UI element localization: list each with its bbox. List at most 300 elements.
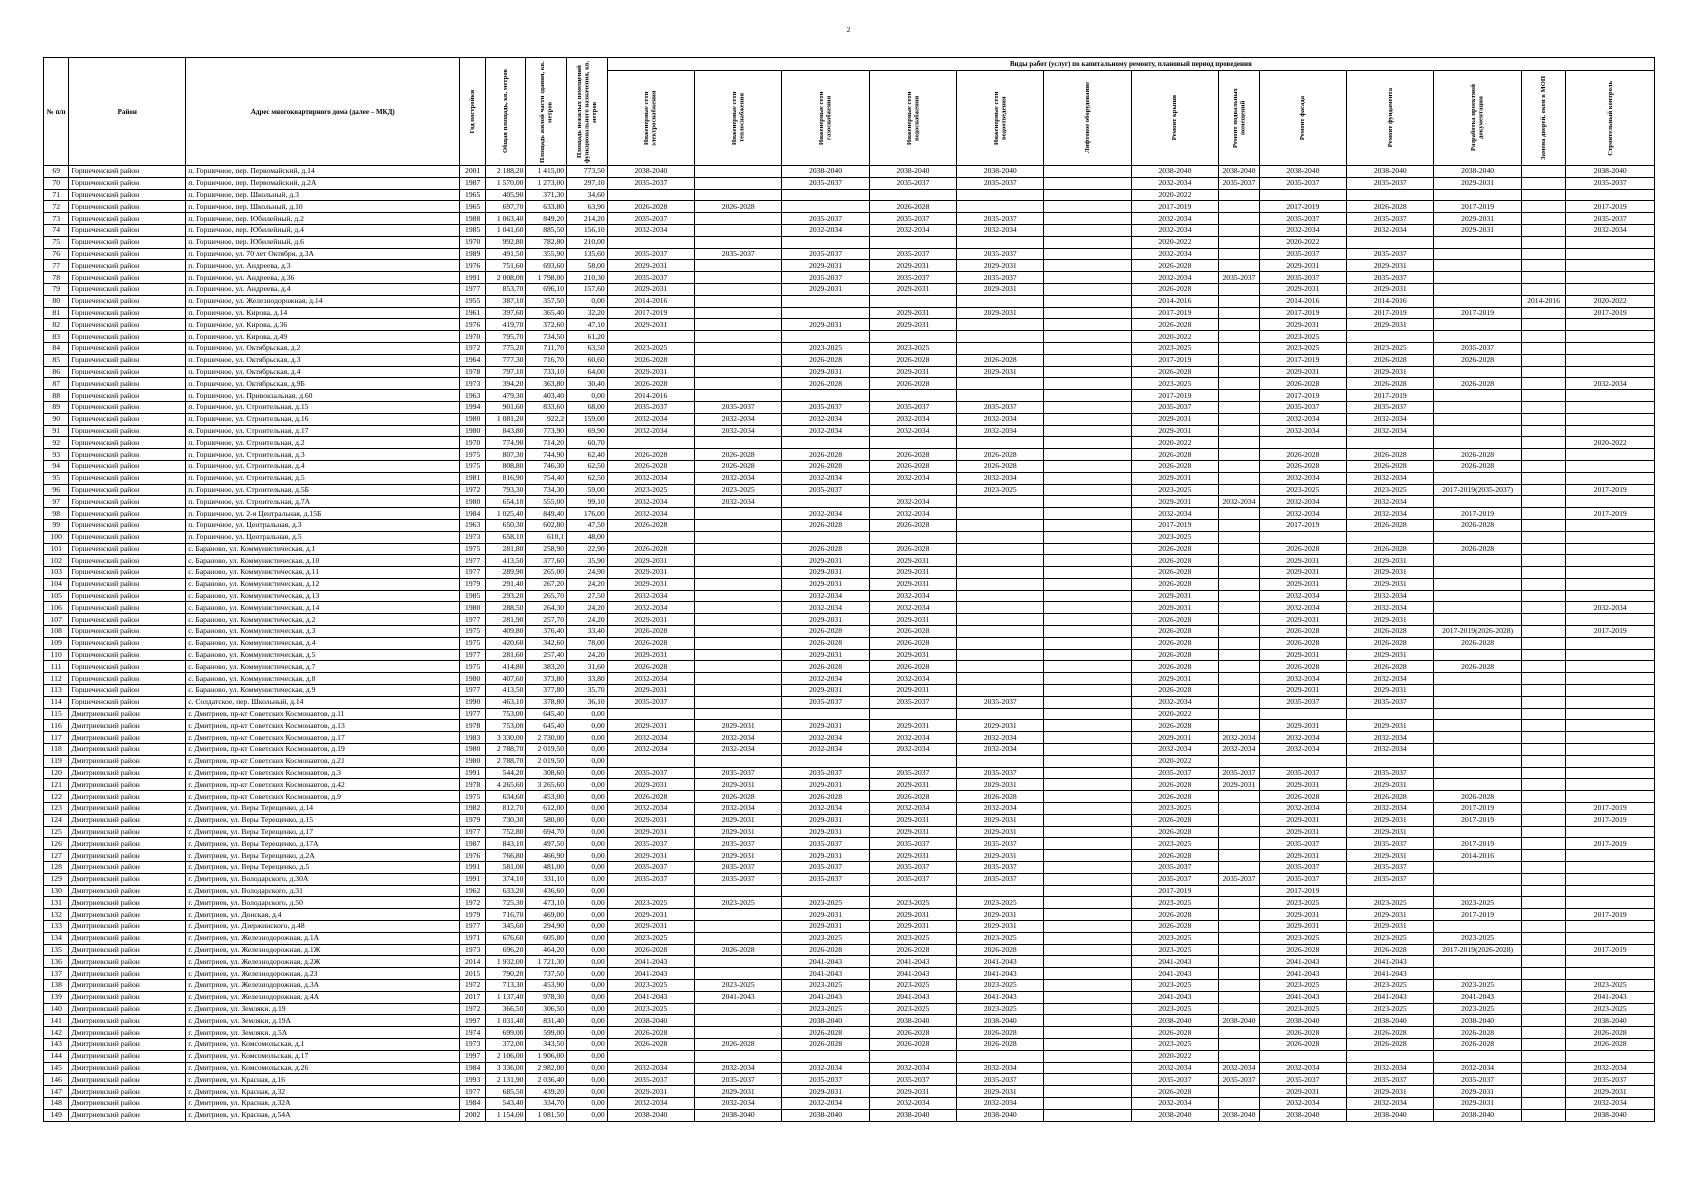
work-period-cell: [1044, 1062, 1131, 1074]
nonres-area-cell: 0,00: [567, 838, 608, 850]
work-period-cell: 2023-2025: [607, 484, 694, 496]
work-period-cell: 2029-2031: [782, 283, 869, 295]
total-area-cell: 281,80: [485, 543, 526, 555]
work-period-cell: 2032-2034: [607, 425, 694, 437]
nonres-area-cell: 35,70: [567, 685, 608, 697]
work-period-cell: [1566, 354, 1655, 366]
total-area-cell: 843,80: [485, 425, 526, 437]
total-area-cell: 730,30: [485, 814, 526, 826]
work-period-cell: 2029-2031: [957, 921, 1044, 933]
table-row: [44, 991, 1655, 1003]
total-area-cell: 3 330,00: [485, 732, 526, 744]
address-cell: г. Дмитриев, ул. Комсомольская, д.1: [186, 1038, 460, 1050]
work-period-cell: 2026-2028: [695, 944, 782, 956]
work-period-cell: 2035-2037: [869, 873, 956, 885]
district-cell: Дмитриевский район: [69, 755, 186, 767]
work-period-cell: [1219, 519, 1260, 531]
row-number: 130: [44, 885, 69, 897]
work-period-cell: [1521, 236, 1566, 248]
living-area-cell: 2 730,00: [526, 732, 567, 744]
work-period-cell: 2026-2028: [782, 944, 869, 956]
table-row: [44, 531, 1655, 543]
total-area-cell: 2 188,20: [485, 166, 526, 178]
work-period-cell: 2032-2034: [782, 732, 869, 744]
year-cell: 1977: [460, 649, 485, 661]
work-period-cell: 2029-2031: [869, 826, 956, 838]
address-cell: п. Горшечное, ул. 2-я Центральная, д.15Б: [186, 508, 460, 520]
year-cell: 2015: [460, 968, 485, 980]
work-period-cell: [1044, 885, 1131, 897]
district-cell: Дмитриевский район: [69, 991, 186, 1003]
work-period-cell: [957, 578, 1044, 590]
year-cell: 1991: [460, 767, 485, 779]
work-period-cell: 2026-2028: [1259, 1027, 1346, 1039]
table-row: [44, 354, 1655, 366]
work-period-cell: 2041-2043: [1434, 991, 1521, 1003]
work-period-cell: [1521, 567, 1566, 579]
work-period-cell: 2032-2034: [695, 1062, 782, 1074]
work-period-cell: [695, 295, 782, 307]
work-period-cell: 2029-2031: [957, 909, 1044, 921]
work-period-cell: [607, 1050, 694, 1062]
work-period-cell: [1219, 378, 1260, 390]
nonres-area-cell: 773,50: [567, 166, 608, 178]
work-period-cell: 2026-2028: [869, 1027, 956, 1039]
work-period-cell: [1566, 873, 1655, 885]
work-period-cell: [869, 708, 956, 720]
living-area-cell: 612,00: [526, 803, 567, 815]
district-cell: Горшеченский район: [69, 496, 186, 508]
year-cell: 1964: [460, 354, 485, 366]
work-period-cell: [869, 295, 956, 307]
nonres-area-cell: 0,00: [567, 968, 608, 980]
work-period-cell: 2035-2037: [1219, 272, 1260, 284]
nonres-area-cell: 0,00: [567, 909, 608, 921]
nonres-area-cell: 0,00: [567, 1074, 608, 1086]
work-period-cell: [1566, 637, 1655, 649]
work-period-cell: 2023-2025: [957, 897, 1044, 909]
work-period-cell: [1434, 248, 1521, 260]
work-period-cell: 2026-2028: [1434, 460, 1521, 472]
row-number: 115: [44, 708, 69, 720]
work-period-cell: 2026-2028: [869, 543, 956, 555]
row-number: 143: [44, 1038, 69, 1050]
work-period-cell: 2026-2028: [1434, 543, 1521, 555]
district-cell: Дмитриевский район: [69, 1086, 186, 1098]
work-period-cell: 2032-2034: [1347, 673, 1434, 685]
work-period-cell: [695, 236, 782, 248]
total-area-cell: 1 025,40: [485, 508, 526, 520]
total-area-cell: 420,60: [485, 637, 526, 649]
row-number: 144: [44, 1050, 69, 1062]
work-period-cell: 2029-2031: [869, 685, 956, 697]
district-cell: Горшеченский район: [69, 543, 186, 555]
work-period-cell: [1566, 543, 1655, 555]
year-cell: 1980: [460, 602, 485, 614]
year-cell: 1977: [460, 555, 485, 567]
total-area-cell: 793,30: [485, 484, 526, 496]
address-cell: г. Дмитриев, ул. Володарского, д.31: [186, 885, 460, 897]
work-period-cell: 2032-2034: [782, 744, 869, 756]
work-period-cell: [695, 508, 782, 520]
work-period-cell: 2038-2040: [1219, 166, 1260, 178]
work-period-cell: 2029-2031: [957, 260, 1044, 272]
district-cell: Горшеченский район: [69, 484, 186, 496]
work-period-cell: [1521, 932, 1566, 944]
work-period-cell: [695, 956, 782, 968]
living-area-cell: 378,80: [526, 696, 567, 708]
work-period-cell: [1044, 177, 1131, 189]
work-period-cell: 2017-2019: [1566, 307, 1655, 319]
district-cell: Дмитриевский район: [69, 791, 186, 803]
work-period-cell: 2029-2031: [869, 319, 956, 331]
total-area-cell: 1 081,20: [485, 413, 526, 425]
work-period-cell: 2029-2031: [1347, 814, 1434, 826]
work-period-cell: 2023-2025: [1259, 932, 1346, 944]
work-period-cell: 2026-2028: [869, 449, 956, 461]
work-period-cell: 2026-2028: [1259, 449, 1346, 461]
row-number: 131: [44, 897, 69, 909]
total-area-cell: 543,40: [485, 1097, 526, 1109]
work-period-cell: 2026-2028: [782, 637, 869, 649]
work-period-cell: 2017-2019: [1434, 803, 1521, 815]
year-cell: 1963: [460, 519, 485, 531]
total-area-cell: 291,40: [485, 578, 526, 590]
work-period-cell: [695, 755, 782, 767]
work-period-cell: [1521, 496, 1566, 508]
work-period-cell: 2023-2025: [957, 484, 1044, 496]
row-number: 101: [44, 543, 69, 555]
total-area-cell: 1 570,00: [485, 177, 526, 189]
district-cell: Дмитриевский район: [69, 1074, 186, 1086]
nonres-area-cell: 0,00: [567, 708, 608, 720]
work-period-cell: [695, 637, 782, 649]
address-cell: п. Горшечное, ул. Андреева, д.4: [186, 283, 460, 295]
year-cell: 1962: [460, 885, 485, 897]
district-cell: Дмитриевский район: [69, 708, 186, 720]
work-period-cell: [1434, 767, 1521, 779]
living-area-cell: 849,20: [526, 213, 567, 225]
table-row: [44, 673, 1655, 685]
total-area-cell: 774,90: [485, 437, 526, 449]
work-period-cell: [1521, 696, 1566, 708]
address-cell: п. Горшечное, ул. Андреева, д.36: [186, 272, 460, 284]
work-period-cell: 2023-2025: [1131, 979, 1218, 991]
work-period-cell: 2029-2031: [869, 720, 956, 732]
work-period-cell: [1521, 744, 1566, 756]
work-period-cell: [1566, 590, 1655, 602]
work-period-cell: 2026-2028: [695, 791, 782, 803]
work-period-cell: 2026-2028: [607, 1027, 694, 1039]
work-period-cell: [1044, 708, 1131, 720]
work-period-cell: [1044, 472, 1131, 484]
row-number: 85: [44, 354, 69, 366]
work-period-cell: 2032-2034: [695, 803, 782, 815]
nonres-area-cell: 27,50: [567, 590, 608, 602]
year-cell: 1977: [460, 614, 485, 626]
living-area-cell: 602,80: [526, 519, 567, 531]
nonres-area-cell: 33,80: [567, 673, 608, 685]
work-period-cell: [1566, 366, 1655, 378]
work-period-cell: [1044, 991, 1131, 1003]
work-period-cell: 2032-2034: [957, 472, 1044, 484]
work-period-cell: 2026-2028: [782, 791, 869, 803]
living-area-cell: 363,80: [526, 378, 567, 390]
work-period-cell: [1566, 260, 1655, 272]
district-cell: Горшеченский район: [69, 213, 186, 225]
work-period-cell: [1434, 413, 1521, 425]
work-period-cell: 2017-2019: [1566, 201, 1655, 213]
work-period-cell: [1521, 555, 1566, 567]
work-period-cell: [695, 932, 782, 944]
work-period-cell: 2026-2028: [957, 1038, 1044, 1050]
work-period-cell: 2032-2034: [957, 425, 1044, 437]
address-cell: г. Дмитриев, пр-кт Советских Космонавтов, д.42: [186, 779, 460, 791]
work-period-cell: [1044, 413, 1131, 425]
work-period-cell: [1521, 791, 1566, 803]
work-period-cell: [1521, 850, 1566, 862]
work-period-cell: [1044, 744, 1131, 756]
work-period-cell: [1434, 826, 1521, 838]
work-period-cell: [1566, 531, 1655, 543]
nonres-area-cell: 0,00: [567, 1097, 608, 1109]
row-number: 146: [44, 1074, 69, 1086]
table-row: [44, 826, 1655, 838]
work-period-cell: 2032-2034: [1259, 803, 1346, 815]
living-area-cell: 737,50: [526, 968, 567, 980]
work-period-cell: 2032-2034: [1347, 590, 1434, 602]
work-period-cell: 2035-2037: [1219, 1074, 1260, 1086]
work-period-cell: [1521, 543, 1566, 555]
work-period-cell: 2032-2034: [1566, 1097, 1655, 1109]
work-period-cell: 2035-2037: [607, 696, 694, 708]
table-row: [44, 850, 1655, 862]
work-period-cell: [1521, 944, 1566, 956]
work-period-cell: 2032-2034: [1259, 472, 1346, 484]
work-period-cell: [1219, 614, 1260, 626]
table-row: [44, 708, 1655, 720]
row-number: 123: [44, 803, 69, 815]
total-area-cell: 397,60: [485, 307, 526, 319]
work-period-cell: [1521, 224, 1566, 236]
year-cell: 1972: [460, 484, 485, 496]
work-period-cell: 2023-2025: [1259, 342, 1346, 354]
year-cell: 1974: [460, 1027, 485, 1039]
work-period-cell: 2035-2037: [869, 248, 956, 260]
district-cell: Горшеченский район: [69, 189, 186, 201]
address-cell: п. Горшечное, пер. Юбилейный, д.2: [186, 213, 460, 225]
work-period-cell: 2026-2028: [1434, 519, 1521, 531]
work-period-cell: 2023-2025: [869, 342, 956, 354]
work-period-cell: 2026-2028: [1259, 1038, 1346, 1050]
work-period-cell: 2032-2034: [1259, 744, 1346, 756]
work-period-cell: 2014-2016: [1347, 295, 1434, 307]
work-period-cell: 2032-2034: [782, 590, 869, 602]
work-period-cell: [1521, 614, 1566, 626]
nonres-area-cell: 0,00: [567, 956, 608, 968]
row-number: 129: [44, 873, 69, 885]
work-period-cell: [1521, 602, 1566, 614]
district-cell: Горшеченский район: [69, 649, 186, 661]
work-period-cell: 2029-2031: [1259, 850, 1346, 862]
row-number: 103: [44, 567, 69, 579]
work-period-cell: 2038-2040: [1434, 166, 1521, 178]
work-period-cell: [1219, 685, 1260, 697]
work-period-cell: 2029-2031: [607, 649, 694, 661]
total-area-cell: 281,60: [485, 649, 526, 661]
work-period-cell: [695, 1027, 782, 1039]
work-period-cell: 2032-2034: [1131, 272, 1218, 284]
work-period-cell: [957, 378, 1044, 390]
work-period-cell: 2029-2031: [1259, 260, 1346, 272]
work-period-cell: 2038-2040: [1131, 166, 1218, 178]
work-period-cell: [1044, 543, 1131, 555]
year-cell: 1991: [460, 862, 485, 874]
work-period-cell: 2032-2034: [695, 1097, 782, 1109]
table-row: [44, 696, 1655, 708]
work-period-cell: [1566, 850, 1655, 862]
work-period-cell: 2032-2034: [869, 425, 956, 437]
work-period-cell: [1347, 236, 1434, 248]
table-row: [44, 921, 1655, 933]
work-period-cell: 2032-2034: [957, 803, 1044, 815]
work-period-cell: [957, 637, 1044, 649]
work-period-cell: 2026-2028: [695, 201, 782, 213]
work-period-cell: 2026-2028: [607, 354, 694, 366]
total-area-cell: 766,80: [485, 850, 526, 862]
district-cell: Горшеченский район: [69, 331, 186, 343]
work-header: Разработка проектной документации: [1434, 71, 1521, 166]
total-area-cell: 676,60: [485, 932, 526, 944]
work-header: Ремонт подвальных помещений: [1219, 71, 1260, 166]
work-period-cell: 2023-2025: [1131, 484, 1218, 496]
work-period-cell: [1347, 331, 1434, 343]
work-period-cell: [1044, 390, 1131, 402]
year-cell: 1977: [460, 685, 485, 697]
table-row: [44, 295, 1655, 307]
work-period-cell: 2026-2028: [1131, 366, 1218, 378]
work-period-cell: 2023-2025: [1566, 1003, 1655, 1015]
work-period-cell: [695, 378, 782, 390]
living-area-cell: 257,70: [526, 614, 567, 626]
work-period-cell: [1219, 331, 1260, 343]
work-period-cell: [1566, 779, 1655, 791]
nonres-area-cell: 135,60: [567, 248, 608, 260]
address-cell: п. Горшечное, ул. Строительная, д.17: [186, 425, 460, 437]
work-period-cell: 2026-2028: [1566, 1038, 1655, 1050]
nonres-area-cell: 0,00: [567, 755, 608, 767]
work-period-cell: [1219, 991, 1260, 1003]
work-period-cell: [1219, 248, 1260, 260]
work-period-cell: [1434, 602, 1521, 614]
work-period-cell: 2026-2028: [1259, 543, 1346, 555]
work-period-cell: [1521, 331, 1566, 343]
district-cell: Горшеченский район: [69, 166, 186, 178]
work-period-cell: 2035-2037: [957, 401, 1044, 413]
work-period-cell: [1219, 295, 1260, 307]
row-number: 96: [44, 484, 69, 496]
total-area-cell: 366,50: [485, 1003, 526, 1015]
address-cell: г. Дмитриев, ул. Земляки, д.19: [186, 1003, 460, 1015]
work-period-cell: 2035-2037: [957, 838, 1044, 850]
work-period-cell: 2026-2028: [1347, 201, 1434, 213]
work-period-cell: 2041-2043: [1259, 968, 1346, 980]
work-period-cell: 2017-2019: [1434, 307, 1521, 319]
work-period-cell: [1434, 673, 1521, 685]
nonres-area-cell: 78,00: [567, 637, 608, 649]
work-period-cell: [1521, 449, 1566, 461]
nonres-area-cell: 24,20: [567, 649, 608, 661]
work-period-cell: 2029-2031: [1347, 614, 1434, 626]
work-period-cell: [1044, 1086, 1131, 1098]
row-number: 70: [44, 177, 69, 189]
work-period-cell: [1219, 1027, 1260, 1039]
work-period-cell: [607, 531, 694, 543]
work-period-cell: 2035-2037: [695, 862, 782, 874]
nonres-area-cell: 0,00: [567, 932, 608, 944]
district-cell: Горшеченский район: [69, 342, 186, 354]
work-period-cell: 2029-2031: [869, 850, 956, 862]
work-period-cell: 2029-2031: [1347, 319, 1434, 331]
col-address-header: Адрес многоквартирного дома (далее – МКД): [186, 58, 460, 166]
living-area-cell: 371,30: [526, 189, 567, 201]
work-period-cell: [957, 567, 1044, 579]
work-period-cell: [1044, 873, 1131, 885]
row-number: 127: [44, 850, 69, 862]
work-period-cell: 2032-2034: [695, 732, 782, 744]
row-number: 141: [44, 1015, 69, 1027]
work-period-cell: 2035-2037: [1347, 1074, 1434, 1086]
year-cell: 1997: [460, 1015, 485, 1027]
work-period-cell: 2029-2031: [1434, 213, 1521, 225]
year-cell: 2002: [460, 1109, 485, 1121]
work-period-cell: 2017-2019: [1347, 307, 1434, 319]
year-cell: 1955: [460, 295, 485, 307]
row-number: 142: [44, 1027, 69, 1039]
living-area-cell: 383,20: [526, 661, 567, 673]
year-cell: 1977: [460, 283, 485, 295]
work-period-cell: 2032-2034: [607, 224, 694, 236]
total-area-cell: 372,00: [485, 1038, 526, 1050]
work-period-cell: [1044, 1050, 1131, 1062]
work-period-cell: 2041-2043: [695, 991, 782, 1003]
work-period-cell: [1566, 496, 1655, 508]
work-period-cell: 2026-2028: [607, 791, 694, 803]
work-period-cell: 2023-2025: [695, 897, 782, 909]
work-period-cell: 2026-2028: [782, 1038, 869, 1050]
work-period-cell: [695, 224, 782, 236]
nonres-area-cell: 32,20: [567, 307, 608, 319]
work-period-cell: 2023-2025: [1259, 979, 1346, 991]
work-period-cell: [1521, 390, 1566, 402]
work-period-cell: [695, 567, 782, 579]
work-period-cell: [957, 590, 1044, 602]
work-period-cell: 2026-2028: [1131, 449, 1218, 461]
work-period-cell: [1434, 968, 1521, 980]
work-period-cell: [1259, 531, 1346, 543]
work-period-cell: 2026-2028: [869, 354, 956, 366]
work-period-cell: [695, 213, 782, 225]
year-cell: 1975: [460, 460, 485, 472]
work-period-cell: 2029-2031: [1347, 826, 1434, 838]
row-number: 124: [44, 814, 69, 826]
work-period-cell: [1347, 708, 1434, 720]
work-period-cell: 2029-2031: [1347, 921, 1434, 933]
work-period-cell: [1044, 224, 1131, 236]
work-period-cell: [1521, 803, 1566, 815]
table-row: [44, 567, 1655, 579]
work-period-cell: [695, 1003, 782, 1015]
